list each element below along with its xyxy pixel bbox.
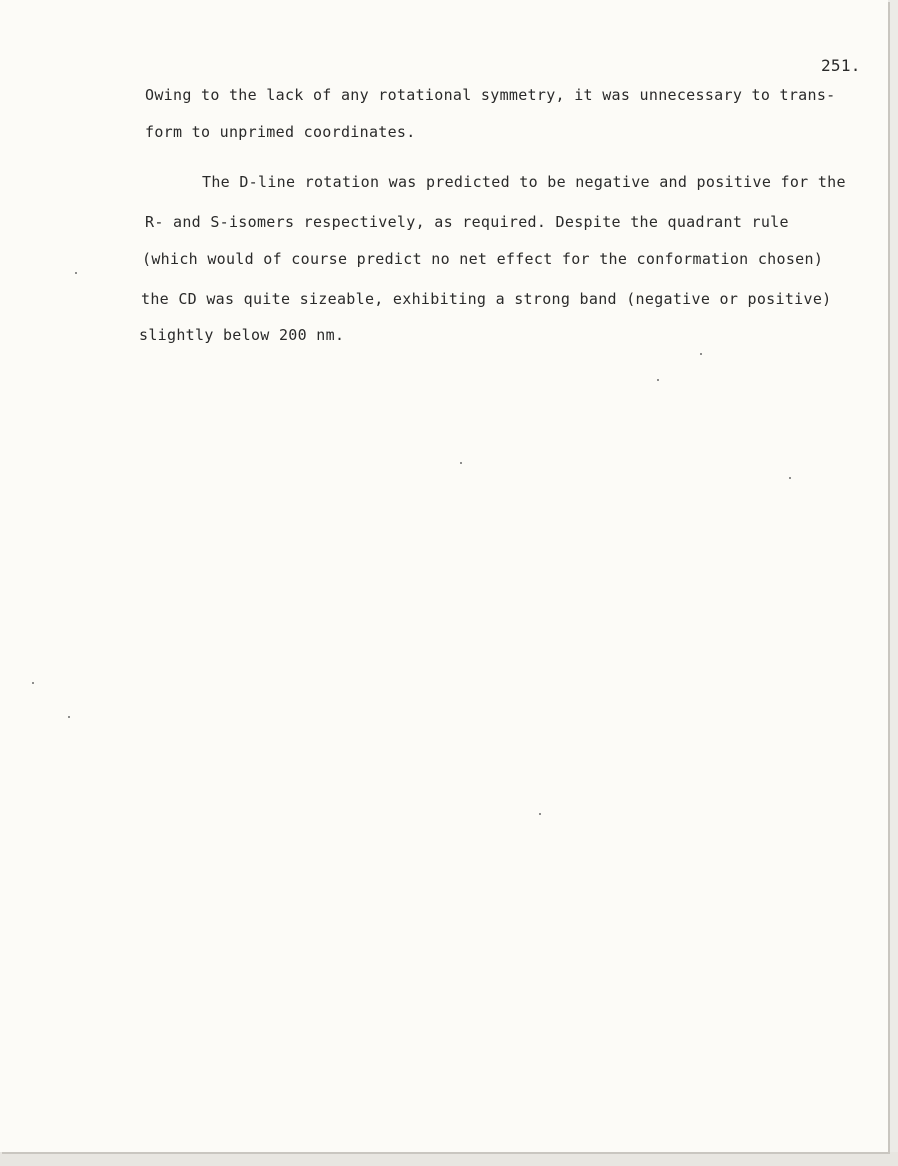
- page-edge-bottom: [0, 1152, 898, 1166]
- paper-speck: [657, 379, 659, 381]
- body-line-7: slightly below 200 nm.: [139, 326, 345, 344]
- paper-speck: [700, 353, 702, 355]
- paper-speck: [68, 716, 70, 718]
- body-line-6: the CD was quite sizeable, exhibiting a strong band (negative or positive): [141, 290, 832, 308]
- body-line-2: form to unprimed coordinates.: [145, 123, 416, 141]
- body-line-5: (which would of course predict no net effect for the conformation chosen): [142, 250, 824, 268]
- body-line-4: R- and S-isomers respectively, as required. Despite the quadrant rule: [145, 213, 789, 231]
- paper-speck: [460, 462, 462, 464]
- body-line-1: Owing to the lack of any rotational symmetry, it was unnecessary to trans-: [145, 86, 836, 104]
- page-number: 251.: [821, 56, 861, 75]
- paper-speck: [32, 682, 34, 684]
- body-line-3: The D-line rotation was predicted to be negative and positive for the: [202, 173, 846, 191]
- page-edge-right: [888, 0, 898, 1166]
- paper-speck: [789, 477, 791, 479]
- paper-speck: [75, 272, 77, 274]
- paper-speck: [539, 813, 541, 815]
